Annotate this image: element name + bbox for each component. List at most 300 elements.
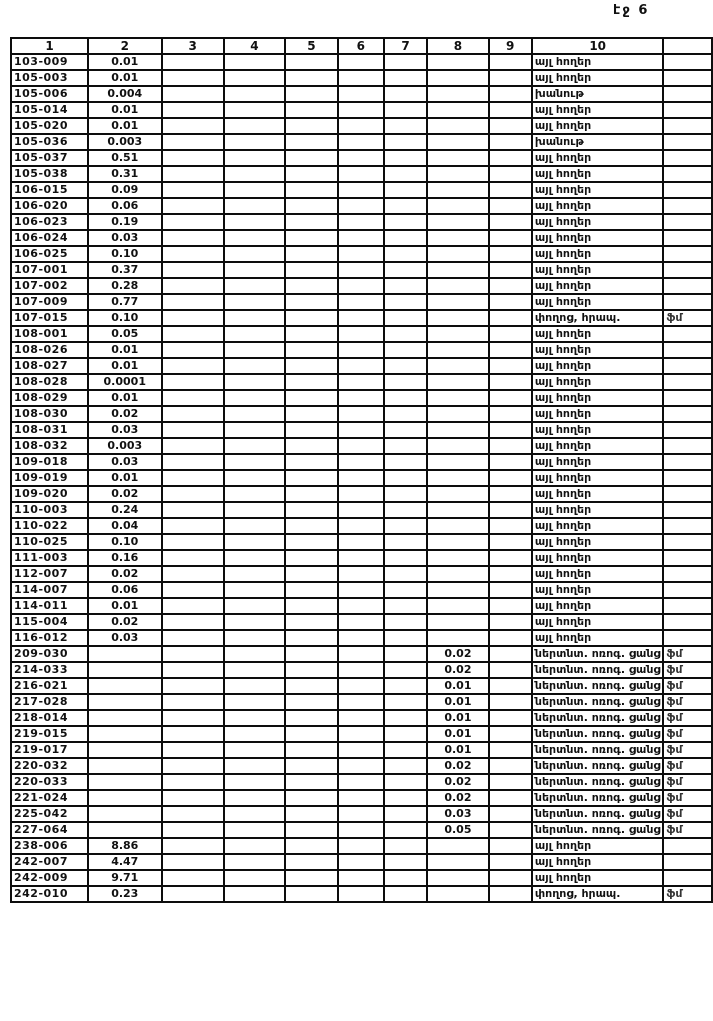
cell-empty-col7: [384, 262, 427, 278]
cell-empty-col4: [224, 566, 285, 582]
cell-area-col2: 0.02: [88, 486, 162, 502]
cell-empty-col3: [162, 678, 224, 694]
column-header-8: 8: [427, 38, 488, 54]
cell-empty-col6: [338, 758, 384, 774]
cell-empty-col7: [384, 342, 427, 358]
table-row: [11, 54, 712, 70]
cell-land-use: այլ հողեր: [532, 390, 664, 406]
cell-land-use: այլ հողեր: [532, 534, 664, 550]
cell-empty-col9: [489, 406, 532, 422]
cell-empty-col3: [162, 166, 224, 182]
cell-parcel-code: 220-032: [11, 758, 88, 774]
cell-parcel-code: 107-001: [11, 262, 88, 278]
margin-annotation: [663, 390, 712, 406]
cell-empty-col7: [384, 662, 427, 678]
cell-area-col8: 0.01: [427, 742, 488, 758]
cell-empty-col4: [224, 774, 285, 790]
margin-annotation: [663, 326, 712, 342]
cell-area-col8: [427, 598, 488, 614]
cell-area-col2: [88, 662, 162, 678]
table-row: [11, 70, 712, 86]
cell-land-use: ներտնտ. ոռոգ. ցանց: [532, 742, 664, 758]
cell-land-use: այլ հողեր: [532, 262, 664, 278]
cell-empty-col7: [384, 502, 427, 518]
cell-empty-col4: [224, 646, 285, 662]
cell-empty-col9: [489, 166, 532, 182]
cell-empty-col5: [285, 86, 338, 102]
cell-empty-col9: [489, 230, 532, 246]
margin-annotation: ֆմ: [663, 822, 712, 838]
cell-empty-col3: [162, 854, 224, 870]
cell-empty-col9: [489, 662, 532, 678]
cell-empty-col5: [285, 774, 338, 790]
cell-empty-col7: [384, 806, 427, 822]
cell-empty-col5: [285, 166, 338, 182]
margin-spacer: [663, 38, 712, 54]
cell-empty-col7: [384, 854, 427, 870]
cell-empty-col3: [162, 518, 224, 534]
cell-empty-col9: [489, 790, 532, 806]
cell-empty-col6: [338, 246, 384, 262]
table-row: [11, 294, 712, 310]
cell-empty-col6: [338, 454, 384, 470]
cell-parcel-code: 108-029: [11, 390, 88, 406]
cell-empty-col5: [285, 134, 338, 150]
margin-annotation: [663, 214, 712, 230]
margin-annotation: [663, 342, 712, 358]
cell-land-use: փողոց, հրապ.: [532, 310, 664, 326]
cell-area-col2: 9.71: [88, 870, 162, 886]
cell-empty-col7: [384, 246, 427, 262]
cell-empty-col9: [489, 310, 532, 326]
cell-empty-col9: [489, 502, 532, 518]
cell-empty-col5: [285, 422, 338, 438]
margin-annotation: [663, 406, 712, 422]
cell-empty-col9: [489, 486, 532, 502]
cell-empty-col6: [338, 438, 384, 454]
cell-empty-col7: [384, 582, 427, 598]
cell-land-use: ներտնտ. ոռոգ. ցանց: [532, 694, 664, 710]
cell-empty-col9: [489, 566, 532, 582]
cell-area-col2: 0.24: [88, 502, 162, 518]
cell-empty-col5: [285, 342, 338, 358]
cell-empty-col7: [384, 198, 427, 214]
header-row: [11, 38, 712, 54]
margin-annotation: [663, 422, 712, 438]
cell-empty-col7: [384, 86, 427, 102]
cell-area-col8: [427, 358, 488, 374]
cell-empty-col7: [384, 678, 427, 694]
cell-empty-col6: [338, 214, 384, 230]
cell-empty-col5: [285, 246, 338, 262]
cell-empty-col5: [285, 118, 338, 134]
cell-empty-col9: [489, 102, 532, 118]
cell-area-col8: [427, 486, 488, 502]
cell-land-use: ներտնտ. ոռոգ. ցանց: [532, 758, 664, 774]
cell-empty-col5: [285, 870, 338, 886]
cell-empty-col5: [285, 374, 338, 390]
cell-empty-col3: [162, 870, 224, 886]
table-row: [11, 502, 712, 518]
cell-land-use: այլ հողեր: [532, 454, 664, 470]
cell-empty-col9: [489, 870, 532, 886]
cell-parcel-code: 108-031: [11, 422, 88, 438]
table-row: [11, 422, 712, 438]
cell-area-col8: [427, 838, 488, 854]
cell-empty-col7: [384, 790, 427, 806]
cell-area-col2: 0.37: [88, 262, 162, 278]
cell-area-col8: [427, 54, 488, 70]
cell-empty-col6: [338, 86, 384, 102]
cell-land-use: այլ հողեր: [532, 470, 664, 486]
margin-annotation: ֆմ: [663, 726, 712, 742]
cell-area-col8: [427, 438, 488, 454]
cell-empty-col5: [285, 454, 338, 470]
cell-parcel-code: 105-020: [11, 118, 88, 134]
cell-area-col8: [427, 534, 488, 550]
cell-area-col8: 0.02: [427, 662, 488, 678]
cell-empty-col7: [384, 838, 427, 854]
margin-annotation: [663, 518, 712, 534]
cell-area-col2: 0.28: [88, 278, 162, 294]
cell-empty-col4: [224, 150, 285, 166]
cell-parcel-code: 110-003: [11, 502, 88, 518]
table-row: [11, 102, 712, 118]
cell-empty-col4: [224, 70, 285, 86]
cell-empty-col6: [338, 502, 384, 518]
cell-area-col2: 0.77: [88, 294, 162, 310]
cell-empty-col3: [162, 886, 224, 902]
cell-empty-col3: [162, 246, 224, 262]
cell-land-use: այլ հողեր: [532, 438, 664, 454]
cell-area-col8: [427, 550, 488, 566]
cell-empty-col3: [162, 662, 224, 678]
cell-parcel-code: 218-014: [11, 710, 88, 726]
cell-empty-col6: [338, 54, 384, 70]
cell-area-col8: [427, 182, 488, 198]
cell-empty-col6: [338, 550, 384, 566]
cell-empty-col4: [224, 630, 285, 646]
cell-area-col8: [427, 230, 488, 246]
cell-empty-col6: [338, 774, 384, 790]
cell-empty-col4: [224, 182, 285, 198]
table-row: [11, 518, 712, 534]
cell-empty-col9: [489, 278, 532, 294]
cell-empty-col7: [384, 566, 427, 582]
cell-empty-col4: [224, 422, 285, 438]
cell-empty-col3: [162, 262, 224, 278]
cell-empty-col6: [338, 646, 384, 662]
table-row: [11, 134, 712, 150]
cell-empty-col3: [162, 342, 224, 358]
cell-empty-col3: [162, 102, 224, 118]
cell-land-use: փողոց, հրապ.: [532, 886, 664, 902]
margin-annotation: [663, 454, 712, 470]
cell-empty-col6: [338, 518, 384, 534]
cell-empty-col3: [162, 390, 224, 406]
margin-annotation: ֆմ: [663, 886, 712, 902]
cell-empty-col4: [224, 454, 285, 470]
cell-empty-col5: [285, 310, 338, 326]
cell-empty-col6: [338, 694, 384, 710]
margin-annotation: [663, 230, 712, 246]
cell-empty-col7: [384, 438, 427, 454]
cell-area-col8: [427, 870, 488, 886]
cell-empty-col3: [162, 614, 224, 630]
column-header-5: 5: [285, 38, 338, 54]
cell-empty-col5: [285, 438, 338, 454]
margin-annotation: [663, 182, 712, 198]
cell-parcel-code: 110-022: [11, 518, 88, 534]
cell-empty-col4: [224, 726, 285, 742]
cell-parcel-code: 114-007: [11, 582, 88, 598]
cell-empty-col4: [224, 518, 285, 534]
cell-empty-col7: [384, 614, 427, 630]
cell-empty-col5: [285, 726, 338, 742]
cell-empty-col3: [162, 182, 224, 198]
cell-parcel-code: 221-024: [11, 790, 88, 806]
cell-parcel-code: 107-015: [11, 310, 88, 326]
cell-land-use: այլ հողեր: [532, 150, 664, 166]
cell-empty-col9: [489, 774, 532, 790]
cell-empty-col5: [285, 198, 338, 214]
cell-land-use: այլ հողեր: [532, 342, 664, 358]
cell-empty-col4: [224, 262, 285, 278]
margin-annotation: [663, 54, 712, 70]
table-row: [11, 486, 712, 502]
cell-area-col2: [88, 806, 162, 822]
cell-parcel-code: 108-028: [11, 374, 88, 390]
cell-empty-col4: [224, 822, 285, 838]
cell-empty-col7: [384, 278, 427, 294]
cell-area-col2: 0.01: [88, 342, 162, 358]
cell-land-use: այլ հողեր: [532, 630, 664, 646]
cell-empty-col9: [489, 246, 532, 262]
cell-parcel-code: 106-015: [11, 182, 88, 198]
cell-area-col8: [427, 470, 488, 486]
cell-parcel-code: 238-006: [11, 838, 88, 854]
margin-annotation: [663, 870, 712, 886]
cell-area-col8: [427, 406, 488, 422]
cell-land-use: այլ հողեր: [532, 854, 664, 870]
margin-annotation: [663, 70, 712, 86]
cell-area-col8: 0.02: [427, 646, 488, 662]
margin-annotation: [663, 534, 712, 550]
cell-area-col8: [427, 102, 488, 118]
cell-area-col2: [88, 726, 162, 742]
cell-area-col8: [427, 118, 488, 134]
cell-empty-col9: [489, 422, 532, 438]
cell-empty-col5: [285, 54, 338, 70]
cell-area-col2: 0.10: [88, 310, 162, 326]
column-header-1: 1: [11, 38, 88, 54]
cell-land-use: այլ հողեր: [532, 70, 664, 86]
table-row: [11, 150, 712, 166]
cell-area-col2: 0.01: [88, 54, 162, 70]
cell-area-col8: 0.03: [427, 806, 488, 822]
table-row: [11, 326, 712, 342]
cell-parcel-code: 106-020: [11, 198, 88, 214]
cell-empty-col5: [285, 630, 338, 646]
cell-empty-col6: [338, 598, 384, 614]
cell-parcel-code: 219-015: [11, 726, 88, 742]
cell-empty-col4: [224, 390, 285, 406]
cell-empty-col5: [285, 390, 338, 406]
table-row: [11, 230, 712, 246]
cell-area-col8: [427, 630, 488, 646]
cell-empty-col9: [489, 454, 532, 470]
cell-empty-col3: [162, 646, 224, 662]
cell-empty-col9: [489, 54, 532, 70]
cell-land-use: այլ հողեր: [532, 582, 664, 598]
cell-land-use: ներտնտ. ոռոգ. ցանց: [532, 726, 664, 742]
table-row: [11, 198, 712, 214]
cell-empty-col6: [338, 294, 384, 310]
margin-annotation: [663, 262, 712, 278]
cell-area-col2: 0.10: [88, 246, 162, 262]
margin-annotation: [663, 566, 712, 582]
margin-annotation: [663, 198, 712, 214]
cell-empty-col7: [384, 54, 427, 70]
cell-area-col2: 0.003: [88, 134, 162, 150]
cell-empty-col7: [384, 886, 427, 902]
cell-area-col8: [427, 374, 488, 390]
cell-land-use: այլ հողեր: [532, 374, 664, 390]
cell-empty-col3: [162, 214, 224, 230]
cell-empty-col6: [338, 198, 384, 214]
cell-area-col2: 0.01: [88, 470, 162, 486]
cell-empty-col9: [489, 806, 532, 822]
cell-empty-col4: [224, 294, 285, 310]
cell-area-col8: [427, 342, 488, 358]
cell-empty-col4: [224, 838, 285, 854]
cell-empty-col9: [489, 518, 532, 534]
cell-area-col2: 0.03: [88, 454, 162, 470]
cell-empty-col5: [285, 582, 338, 598]
cell-empty-col3: [162, 822, 224, 838]
cell-area-col8: 0.05: [427, 822, 488, 838]
cell-land-use: այլ հողեր: [532, 182, 664, 198]
cell-area-col8: [427, 198, 488, 214]
cell-empty-col4: [224, 326, 285, 342]
cell-area-col2: 0.06: [88, 582, 162, 598]
cell-area-col8: 0.01: [427, 694, 488, 710]
cell-area-col8: [427, 566, 488, 582]
cell-empty-col4: [224, 438, 285, 454]
cell-parcel-code: 114-011: [11, 598, 88, 614]
cell-empty-col4: [224, 678, 285, 694]
cell-area-col2: 0.0001: [88, 374, 162, 390]
cell-empty-col4: [224, 310, 285, 326]
cell-empty-col3: [162, 310, 224, 326]
cell-area-col2: 0.06: [88, 198, 162, 214]
cell-empty-col6: [338, 662, 384, 678]
cell-empty-col7: [384, 726, 427, 742]
cell-empty-col9: [489, 694, 532, 710]
cell-area-col8: 0.02: [427, 758, 488, 774]
cell-empty-col5: [285, 598, 338, 614]
cell-empty-col7: [384, 758, 427, 774]
cell-empty-col3: [162, 198, 224, 214]
cell-parcel-code: 105-014: [11, 102, 88, 118]
margin-annotation: [663, 854, 712, 870]
cell-empty-col3: [162, 406, 224, 422]
cell-empty-col3: [162, 790, 224, 806]
cell-empty-col5: [285, 294, 338, 310]
margin-annotation: [663, 438, 712, 454]
cell-area-col2: 0.003: [88, 438, 162, 454]
cell-empty-col7: [384, 294, 427, 310]
cell-parcel-code: 108-001: [11, 326, 88, 342]
table-row: [11, 694, 712, 710]
table-row: [11, 246, 712, 262]
cell-empty-col5: [285, 214, 338, 230]
cell-empty-col4: [224, 374, 285, 390]
cell-empty-col3: [162, 470, 224, 486]
cell-empty-col5: [285, 470, 338, 486]
cell-empty-col5: [285, 678, 338, 694]
table-row: [11, 454, 712, 470]
cell-parcel-code: 107-002: [11, 278, 88, 294]
cell-empty-col5: [285, 886, 338, 902]
cell-parcel-code: 105-006: [11, 86, 88, 102]
cell-land-use: ներտնտ. ոռոգ. ցանց: [532, 806, 664, 822]
cell-area-col8: 0.01: [427, 678, 488, 694]
table-row: [11, 758, 712, 774]
cell-empty-col5: [285, 182, 338, 198]
cell-empty-col7: [384, 230, 427, 246]
cell-area-col8: [427, 278, 488, 294]
cell-land-use: խանութ: [532, 134, 664, 150]
cell-area-col8: [427, 310, 488, 326]
table-row: [11, 470, 712, 486]
table-row: [11, 662, 712, 678]
cell-area-col8: [427, 614, 488, 630]
cell-empty-col7: [384, 870, 427, 886]
cell-area-col2: 0.02: [88, 614, 162, 630]
cell-empty-col3: [162, 758, 224, 774]
cell-empty-col5: [285, 358, 338, 374]
cell-area-col8: [427, 150, 488, 166]
cell-parcel-code: 109-019: [11, 470, 88, 486]
cell-area-col2: 4.47: [88, 854, 162, 870]
cell-empty-col5: [285, 534, 338, 550]
cell-empty-col4: [224, 246, 285, 262]
cell-empty-col6: [338, 358, 384, 374]
cell-empty-col3: [162, 598, 224, 614]
cell-land-use: այլ հողեր: [532, 230, 664, 246]
cell-parcel-code: 110-025: [11, 534, 88, 550]
table-row: [11, 646, 712, 662]
cell-empty-col7: [384, 598, 427, 614]
cell-empty-col4: [224, 870, 285, 886]
table-row: [11, 358, 712, 374]
cell-empty-col4: [224, 230, 285, 246]
cell-empty-col7: [384, 102, 427, 118]
margin-annotation: [663, 614, 712, 630]
cell-land-use: այլ հողեր: [532, 614, 664, 630]
cell-parcel-code: 106-024: [11, 230, 88, 246]
cell-empty-col5: [285, 518, 338, 534]
cell-parcel-code: 219-017: [11, 742, 88, 758]
cell-empty-col9: [489, 758, 532, 774]
cell-empty-col3: [162, 630, 224, 646]
cell-empty-col9: [489, 198, 532, 214]
cell-empty-col3: [162, 550, 224, 566]
cell-land-use: ներտնտ. ոռոգ. ցանց: [532, 646, 664, 662]
cell-empty-col3: [162, 294, 224, 310]
cell-empty-col3: [162, 726, 224, 742]
